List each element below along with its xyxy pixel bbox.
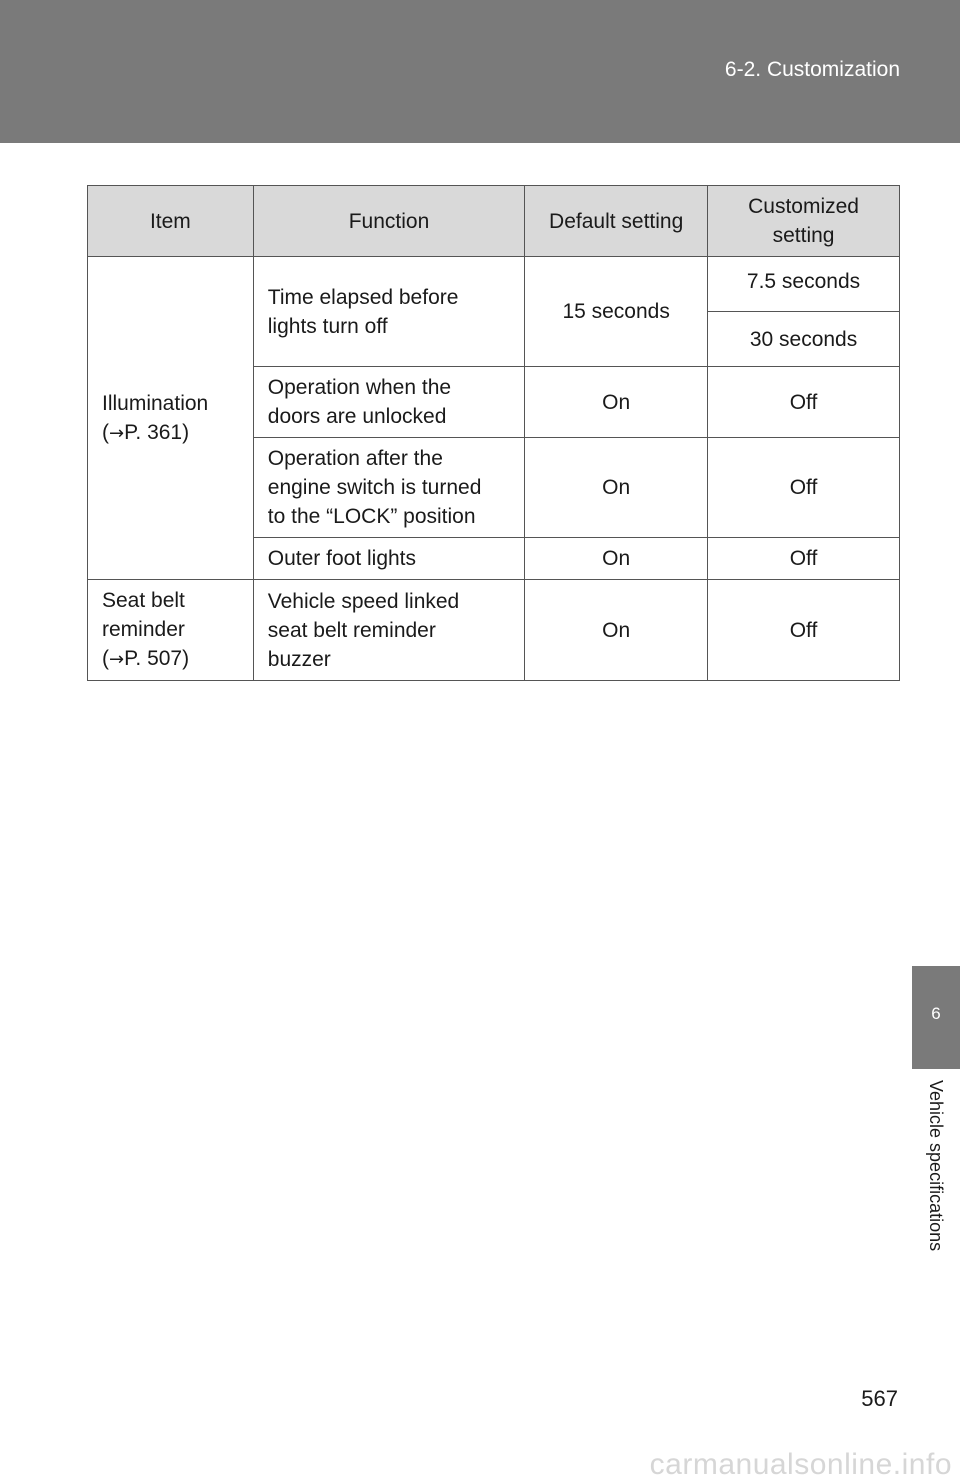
item-illumination: Illumination (→P. 361) [88, 257, 254, 580]
arrow-icon: → [109, 422, 125, 444]
customization-table [87, 185, 900, 681]
header-default-setting: Default setting [525, 186, 708, 257]
default-cell: 15 seconds [525, 257, 708, 367]
header-item: Item [88, 186, 254, 257]
header-customized-setting: Customized setting [708, 186, 900, 257]
chapter-tab-number: 6 [931, 1004, 941, 1023]
custom-cell: Off [708, 367, 900, 438]
chapter-tab-title: Vehicle specifications [926, 1080, 946, 1252]
function-cell: Vehicle speed linked seat belt reminder buzzer [253, 580, 524, 681]
function-cell: Operation when the doors are unlocked [253, 367, 524, 438]
default-cell: On [525, 367, 708, 438]
header-function: Function [253, 186, 524, 257]
item-seat-belt: Seat belt reminder (→P. 507) [88, 580, 254, 681]
custom-cell: 30 seconds [708, 312, 900, 367]
page-header [0, 0, 960, 143]
default-cell: On [525, 580, 708, 681]
table-header-row [88, 186, 900, 257]
custom-cell: 7.5 seconds [708, 257, 900, 312]
function-cell: Operation after the engine switch is turned to the “LOCK” position [253, 438, 524, 538]
default-cell: On [525, 538, 708, 580]
function-cell: Time elapsed before lights turn off [253, 257, 524, 367]
custom-cell: Off [708, 438, 900, 538]
custom-cell: Off [708, 538, 900, 580]
table-row [88, 580, 900, 681]
page-number: 567 [861, 1386, 898, 1411]
function-cell: Outer foot lights [253, 538, 524, 580]
arrow-icon: → [109, 649, 125, 670]
watermark: carmanualsonline.info [649, 1448, 952, 1481]
table-row [88, 257, 900, 312]
custom-cell: Off [708, 580, 900, 681]
section-title: 6-2. Customization [724, 58, 900, 81]
default-cell: On [525, 438, 708, 538]
